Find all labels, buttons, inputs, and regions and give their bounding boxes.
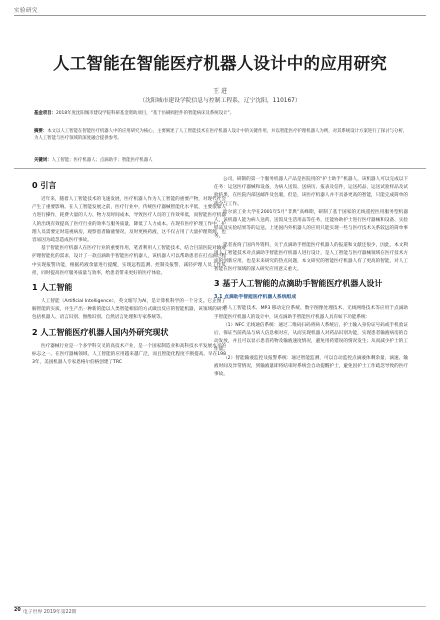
- journal-name: 电子世界 2019年第22期: [23, 610, 77, 615]
- abstract-label: 摘要：: [34, 129, 48, 134]
- paper-title: 人工智能在智能医疗机器人设计中的应用研究: [53, 54, 387, 73]
- abstract: [34, 128, 410, 143]
- fund-info: [34, 110, 410, 117]
- paragraph: 基于智能医疗机器人在医疗行业的重要作用，笔者利用人工智能技术，结合目前医院对输液护理智能化的需求，设计了一款点滴助手智能医疗机器人，该机器人可以帮助患者在打点滴过程中实现报警功能，根据药液余量进行提醒，实现远程监测、控制及报警，减轻护理人员工作负担，同时提高医疗服务质量与效率，给患者带来更好的医疗体验。: [32, 246, 226, 276]
- subsection-heading-system: 3.1 点滴助手智能医疗机器人系统组成: [214, 295, 297, 301]
- abstract-text: 本文以人工智能在智能医疗机器人中的应用研究为核心，主要阐述了人工智能技术在医疗机器人设计中的关键作用，并以智能医疗护理机器人为例，对其系统设计方案进行了探讨与分析，为人工智能与医疗领域的深度融合提供参考。: [34, 129, 408, 142]
- fund-text: 2018年度沈阳城市建设学院科研基金资助项目，“基于仿刷阀控件的智能病床及系统设计”。: [55, 111, 235, 116]
- section-heading-ai: 1 人工智能: [32, 283, 73, 293]
- keywords-label: 关键词：: [34, 158, 52, 163]
- right-column: [214, 176, 408, 379]
- paragraph: 人工智能（Artificial Intelligence），英文缩写为AI，是计算机科学的一个分支。它企图了解智能的实质，并生产出一种新的能以人类智能相似的方式做出反应的智能机器，该领域的研究包括机器人、语言识别、图像识别、自然语言处理和专家系统等。: [32, 299, 226, 321]
- paragraph: 笔者查询了国内外资料，关于点滴助手智能医疗机器人的报道和文献还很少，因此，本文利用人工智能技术对点滴助手智能医疗机器人进行设计，是人工智能与医疗器械领域在医疗技术方面的创新应用，也是未来研究的热点问题，本文研究的智能医疗机器人有了更高的智能，对人工智能在医疗领域的深入研究应用意义重大。: [214, 242, 408, 273]
- section-heading-intro: 0 引言: [32, 181, 57, 190]
- section-heading-design: 3 基于人工智能的点滴助手智能医疗机器人设计: [214, 279, 383, 289]
- section-heading-status: 2 人工智能医疗机器人国内外研究现状: [32, 327, 169, 337]
- paragraph: （1）NFC 无线通信系统：通过二维码扫码将病人系统后，护士输入身份证号码或手机验证后，保证当前药品与病人信息相对应，从而实现机器人对药品识别功能，实现患者输液病房的自动发放，并且可以显示患者药物及输液速度情况，避免用药错误的情况发生；从而减少护士的工作量。: [214, 322, 408, 353]
- paragraph: 公司，研制的第一个服务机器人产品是医院用的“护士助手”机器人，该机器人可以完成以下任务：运送医疗器械和设备，为病人送饭、送病历、报表及信件，运送药品，运送试验样品及试验结果，在医院内部送邮件及包裹，但是，该医疗机器人并不具备更高的智能，只能完成简单的指令与工作。: [214, 177, 408, 207]
- abstract-divider: [14, 168, 426, 169]
- paragraph: 医疗器械行业是一个多学科交叉的高技术产业，是一个国家制造业和高科技水平发展水平的标志之一。在医疗器械领域，人工智能的应用越来越广泛，而且智能化程度不断提高。早在1983年，美国机器人专家恩格尔伯格创建了TRC: [32, 343, 226, 366]
- paragraph: 近年来，随着人工智能技术的飞速发展，医疗机器人作为人工智能的重要产物，对现代社会产生了重要影响。在人工智能发展之前，医疗行业中，传统医疗器械智能化水平低，主要依靠人力进行操作，耗费大量的人力、物力及时间成本，导致医疗人员的工作效率低，而智能医疗机器人的出现有效提高了医疗行业的效率与服务质量，降低了人力成本。在现有医疗护理工作中，护理人员需要定时巡视病房，观察患者输液情况，及时更换药液，这不仅占用了大量护理资源，也容易因为疏忽造成医疗事故。: [32, 197, 226, 244]
- author-name: 王 进: [213, 88, 227, 95]
- page-number: 20: [14, 608, 21, 613]
- section-tag: 实验研究: [14, 8, 39, 14]
- paragraph: 哈尔滨工业大学在2001年5月“非典”高峰期，研制了基于国家的无线遥控医用服务型机器人，该机器人能为病人送药、送饭及生活用品等任务，还能协助护士进行医疗器械和设备、实验样品及实验结果等的运送。上述国内外机器人的应用只能实现一些与医疗技术关系较远的简单事务。: [214, 209, 408, 240]
- fund-label: 基金项目：: [34, 111, 56, 116]
- header-divider: [14, 15, 426, 16]
- paragraph: （2）智能输液监控及报警系统：通过智能监测，可以自动监控点滴液体剩余量、滴速、输液时间及异常情况，到输液量即将结束时系统会自动提醒护士，避免因护士工作疏忽导致的医疗事故。: [214, 355, 408, 378]
- keywords-text: 人工智能；医疗机器人；点滴助手；智能医疗机器人: [51, 158, 153, 163]
- left-column: [32, 176, 226, 367]
- keywords: [34, 157, 410, 164]
- footer-divider: [14, 606, 426, 607]
- author-affiliation: （沈阳城市建设学院信息与控制工程系，辽宁沈阳，110167）: [139, 98, 301, 104]
- paragraph: 将人工智能技术、MP3 移动定位系统、数字图像处理技术、无线网络技术等应用于点滴助手智能医疗机器人的设计中，该点滴助手智能医疗机器人具有如下功能系统：: [214, 306, 408, 320]
- page-footer: [14, 606, 426, 616]
